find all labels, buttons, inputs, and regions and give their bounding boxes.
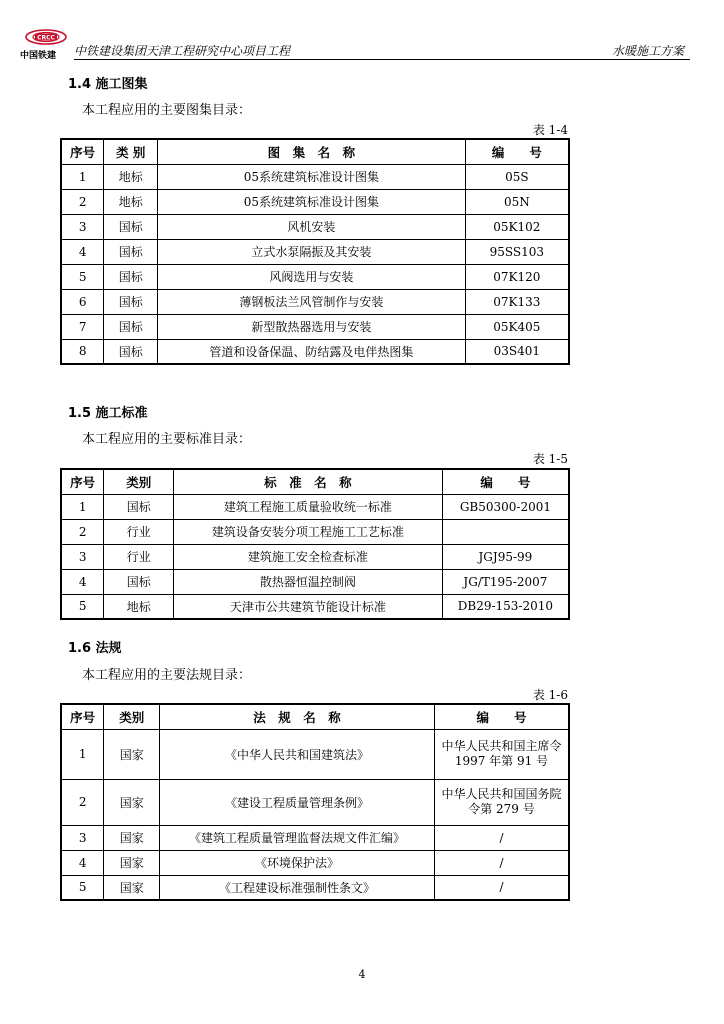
cell-category: 地标 — [104, 164, 158, 189]
cell-index: 6 — [61, 289, 104, 314]
cell-category: 地标 — [104, 189, 158, 214]
col-header-index: 序号 — [61, 469, 104, 494]
section-heading-1-5: 1.5 施工标准 — [68, 406, 148, 421]
cell-name: 薄钢板法兰风管制作与安装 — [158, 289, 466, 314]
table-header-row — [61, 704, 569, 729]
cell-category: 行业 — [104, 544, 174, 569]
cell-code: DB29-153-2010 — [442, 594, 569, 619]
cell-name: 立式水泵隔振及其安装 — [158, 239, 466, 264]
table-row — [61, 239, 569, 264]
cell-name: 新型散热器选用与安装 — [158, 314, 466, 339]
cell-code: 中华人民共和国国务院令第 279 号 — [434, 779, 569, 825]
col-header-name: 标 准 名 称 — [174, 469, 443, 494]
cell-category: 国标 — [104, 339, 158, 364]
cell-index: 3 — [61, 544, 104, 569]
standards-table — [60, 468, 570, 620]
cell-index: 1 — [61, 729, 104, 779]
table-caption-1-5: 表 1-5 — [532, 452, 568, 466]
section-heading-1-4: 1.4 施工图集 — [68, 77, 148, 92]
cell-category: 地标 — [104, 594, 174, 619]
table-row — [61, 875, 569, 900]
cell-index: 4 — [61, 569, 104, 594]
regulations-table — [60, 703, 570, 901]
cell-name: 《工程建设标准强制性条文》 — [160, 875, 435, 900]
drawing-set-table — [60, 138, 570, 365]
cell-name: 建筑工程施工质量验收统一标准 — [174, 494, 443, 519]
col-header-category: 类 别 — [104, 139, 158, 164]
table-row — [61, 339, 569, 364]
cell-name: 风阀选用与安装 — [158, 264, 466, 289]
cell-name: 建筑施工安全检查标准 — [174, 544, 443, 569]
cell-category: 国标 — [104, 314, 158, 339]
table-row — [61, 594, 569, 619]
cell-name: 《建筑工程质量管理监督法规文件汇编》 — [160, 825, 435, 850]
table-row — [61, 519, 569, 544]
cell-index: 3 — [61, 214, 104, 239]
table-header-row — [61, 469, 569, 494]
cell-code: 07K133 — [465, 289, 569, 314]
table-row — [61, 825, 569, 850]
col-header-index: 序号 — [61, 704, 104, 729]
col-header-index: 序号 — [61, 139, 104, 164]
cell-index: 8 — [61, 339, 104, 364]
cell-name: 天津市公共建筑节能设计标准 — [174, 594, 443, 619]
cell-category: 国标 — [104, 569, 174, 594]
cell-category: 国家 — [104, 850, 160, 875]
cell-category: 国标 — [104, 264, 158, 289]
table-row — [61, 164, 569, 189]
cell-code: 中华人民共和国主席令 1997 年第 91 号 — [434, 729, 569, 779]
cell-code: GB50300-2001 — [442, 494, 569, 519]
table-row — [61, 729, 569, 779]
table-row — [61, 569, 569, 594]
cell-code: JGJ95-99 — [442, 544, 569, 569]
cell-category: 国家 — [104, 729, 160, 779]
cell-code: / — [434, 825, 569, 850]
table-row — [61, 289, 569, 314]
header-rule — [74, 59, 690, 60]
cell-code: / — [434, 875, 569, 900]
header-project-title: 中铁建设集团天津工程研究中心项目工程 — [74, 44, 291, 58]
cell-index: 7 — [61, 314, 104, 339]
cell-code: 05N — [465, 189, 569, 214]
table-row — [61, 264, 569, 289]
table-row — [61, 214, 569, 239]
cell-code: 05S — [465, 164, 569, 189]
cell-category: 国家 — [104, 779, 160, 825]
cell-index: 2 — [61, 519, 104, 544]
page-header — [20, 26, 690, 66]
cell-category: 国家 — [104, 825, 160, 850]
cell-name: 风机安装 — [158, 214, 466, 239]
cell-index: 5 — [61, 875, 104, 900]
table-header-row — [61, 139, 569, 164]
cell-code — [442, 519, 569, 544]
table-caption-1-6: 表 1-6 — [532, 688, 568, 702]
cell-index: 2 — [61, 779, 104, 825]
table-row — [61, 544, 569, 569]
cell-name: 建筑设备安装分项工程施工工艺标准 — [174, 519, 443, 544]
cell-code: 03S401 — [465, 339, 569, 364]
table-row — [61, 850, 569, 875]
cell-name: 05系统建筑标准设计图集 — [158, 189, 466, 214]
page-number: 4 — [358, 968, 366, 981]
cell-name: 05系统建筑标准设计图集 — [158, 164, 466, 189]
cell-index: 4 — [61, 850, 104, 875]
cell-category: 国标 — [104, 289, 158, 314]
col-header-name: 法 规 名 称 — [160, 704, 435, 729]
cell-category: 国家 — [104, 875, 160, 900]
table-row — [61, 314, 569, 339]
col-header-name: 图 集 名 称 — [158, 139, 466, 164]
table-row — [61, 189, 569, 214]
cell-index: 3 — [61, 825, 104, 850]
cell-index: 1 — [61, 164, 104, 189]
cell-category: 国标 — [104, 494, 174, 519]
cell-code: 95SS103 — [465, 239, 569, 264]
table-row — [61, 494, 569, 519]
section-heading-1-6: 1.6 法规 — [68, 641, 122, 656]
cell-index: 5 — [61, 594, 104, 619]
cell-name: 《环境保护法》 — [160, 850, 435, 875]
section-intro-1-4: 本工程应用的主要图集目录： — [82, 103, 252, 118]
logo-text: 中国铁建 — [20, 51, 57, 61]
cell-category: 国标 — [104, 214, 158, 239]
cell-index: 1 — [61, 494, 104, 519]
cell-index: 2 — [61, 189, 104, 214]
col-header-category: 类别 — [104, 704, 160, 729]
svg-text:CRCC: CRCC — [37, 34, 55, 42]
cell-name: 《建设工程质量管理条例》 — [160, 779, 435, 825]
cell-code: 05K405 — [465, 314, 569, 339]
section-intro-1-6: 本工程应用的主要法规目录： — [82, 668, 252, 683]
cell-name: 散热器恒温控制阀 — [174, 569, 443, 594]
table-row — [61, 779, 569, 825]
cell-code: 05K102 — [465, 214, 569, 239]
table-caption-1-4: 表 1-4 — [532, 123, 568, 137]
cell-category: 国标 — [104, 239, 158, 264]
cell-category: 行业 — [104, 519, 174, 544]
col-header-code: 编 号 — [465, 139, 569, 164]
cell-name: 管道和设备保温、防结露及电伴热图集 — [158, 339, 466, 364]
header-doc-title: 水暖施工方案 — [611, 44, 684, 58]
cell-index: 4 — [61, 239, 104, 264]
cell-code: JG/T195-2007 — [442, 569, 569, 594]
cell-code: / — [434, 850, 569, 875]
col-header-code: 编 号 — [442, 469, 569, 494]
col-header-category: 类别 — [104, 469, 174, 494]
col-header-code: 编 号 — [434, 704, 569, 729]
cell-name: 《中华人民共和国建筑法》 — [160, 729, 435, 779]
section-intro-1-5: 本工程应用的主要标准目录： — [82, 432, 252, 447]
cell-code: 07K120 — [465, 264, 569, 289]
cell-index: 5 — [61, 264, 104, 289]
